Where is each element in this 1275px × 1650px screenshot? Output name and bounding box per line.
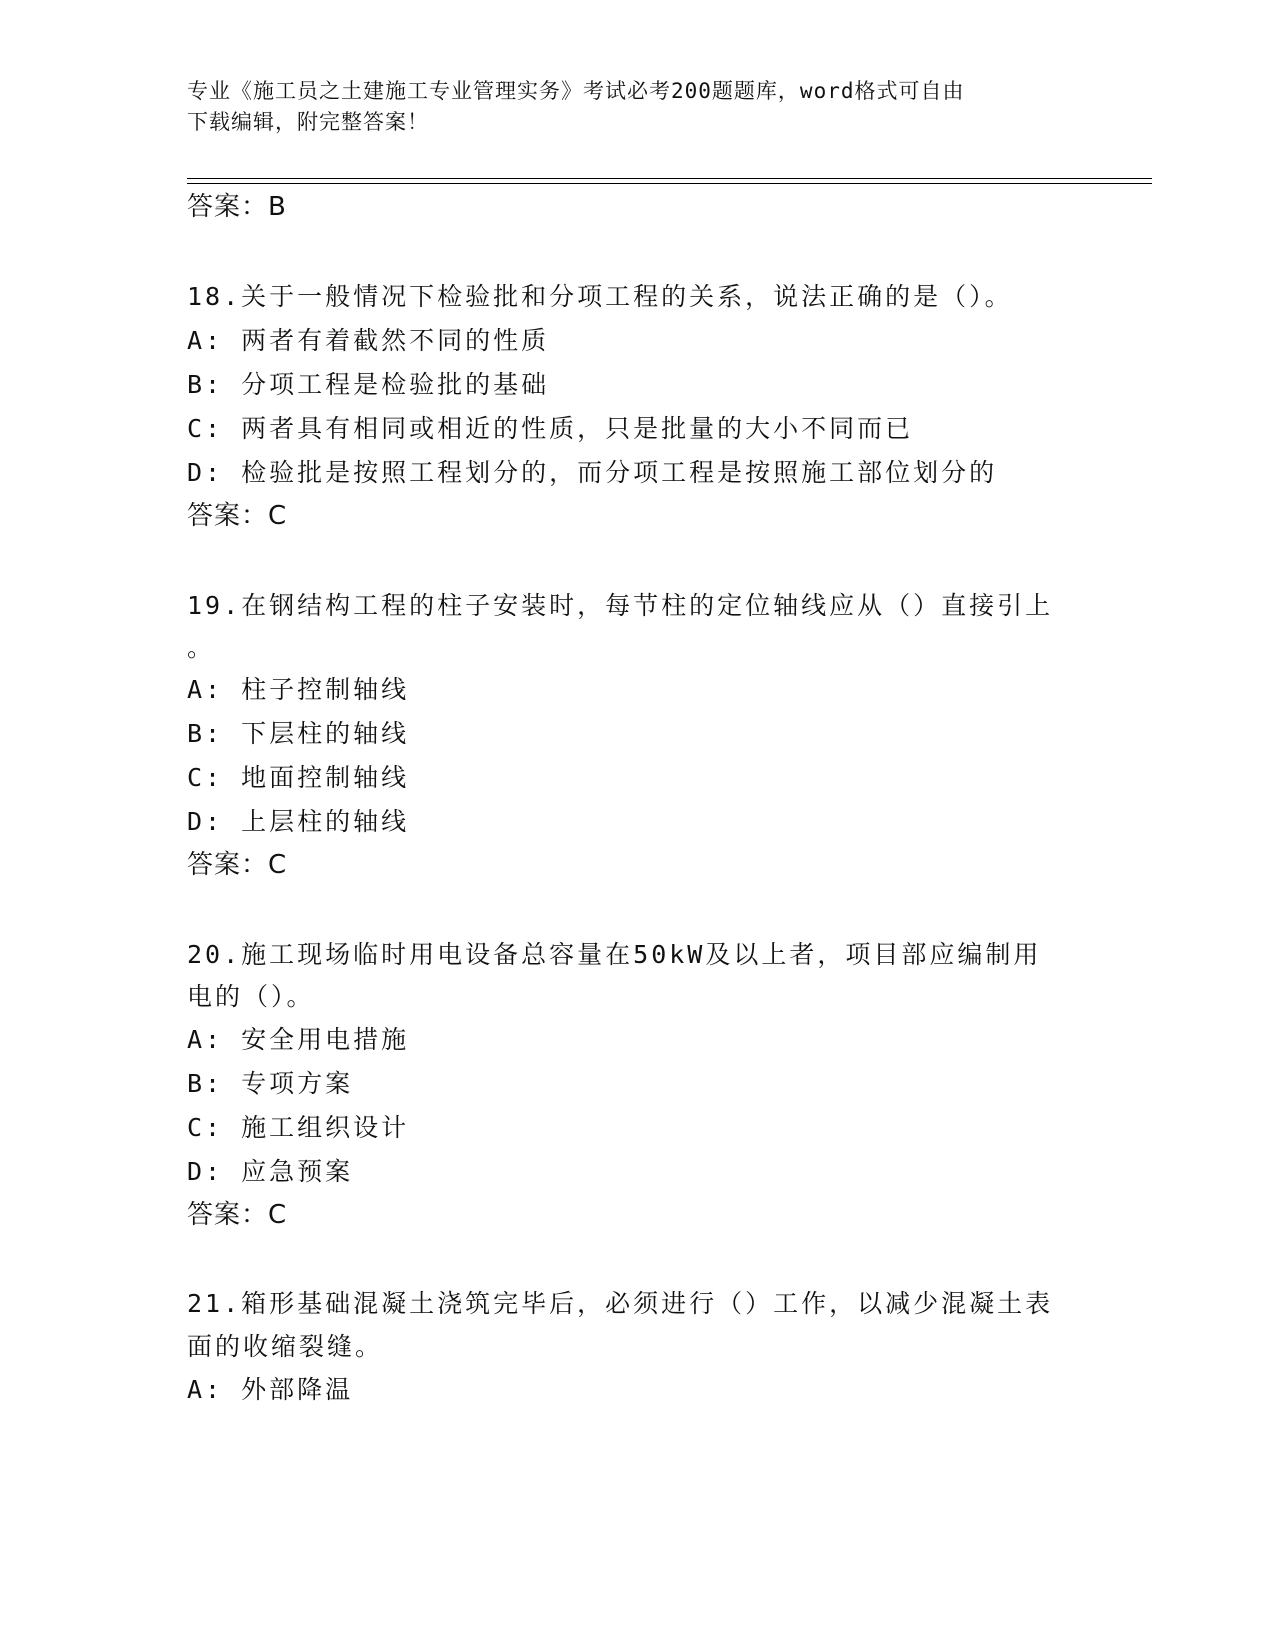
answer: 答案：C [187, 850, 288, 880]
option-d: D: 上层柱的轴线 [187, 807, 410, 836]
header-divider-top [187, 178, 1152, 179]
option-d: D: 应急预案 [187, 1157, 354, 1186]
option-d: D: 检验批是按照工程划分的，而分项工程是按照施工部位划分的 [187, 458, 998, 487]
answer: 答案：C [187, 501, 288, 531]
option-b: B: 分项工程是检验批的基础 [187, 370, 550, 399]
question-stem: 20.施工现场临时用电设备总容量在50kW及以上者，项目部应编制用 [187, 940, 1042, 969]
header-divider-bottom [187, 183, 1152, 184]
header-line-2: 下载编辑，附完整答案！ [187, 110, 429, 134]
question-stem: 18.关于一般情况下检验批和分项工程的关系，说法正确的是（）。 [187, 282, 1013, 311]
document-header [187, 76, 1087, 138]
option-c: C: 施工组织设计 [187, 1113, 410, 1142]
question-stem-continued: 电的（）。 [187, 982, 315, 1011]
option-c: C: 两者具有相同或相近的性质，只是批量的大小不同而已 [187, 414, 914, 443]
option-a: A: 外部降温 [187, 1375, 354, 1404]
option-b: B: 下层柱的轴线 [187, 719, 410, 748]
question-stem-continued: 。 [187, 633, 216, 662]
option-a: A: 两者有着截然不同的性质 [187, 326, 550, 355]
option-b: B: 专项方案 [187, 1069, 354, 1098]
header-line-1: 专业《施工员之土建施工专业管理实务》考试必考200题题库，word格式可自由 [187, 79, 965, 103]
question-stem-continued: 面的收缩裂缝。 [187, 1332, 384, 1361]
previous-answer: 答案：B [187, 192, 287, 222]
question-stem: 19.在钢结构工程的柱子安装时，每节柱的定位轴线应从（）直接引上 [187, 591, 1054, 620]
option-c: C: 地面控制轴线 [187, 763, 410, 792]
option-a: A: 柱子控制轴线 [187, 675, 410, 704]
option-a: A: 安全用电措施 [187, 1025, 410, 1054]
answer: 答案：C [187, 1200, 288, 1230]
question-stem: 21.箱形基础混凝土浇筑完毕后，必须进行（）工作，以减少混凝土表 [187, 1289, 1054, 1318]
